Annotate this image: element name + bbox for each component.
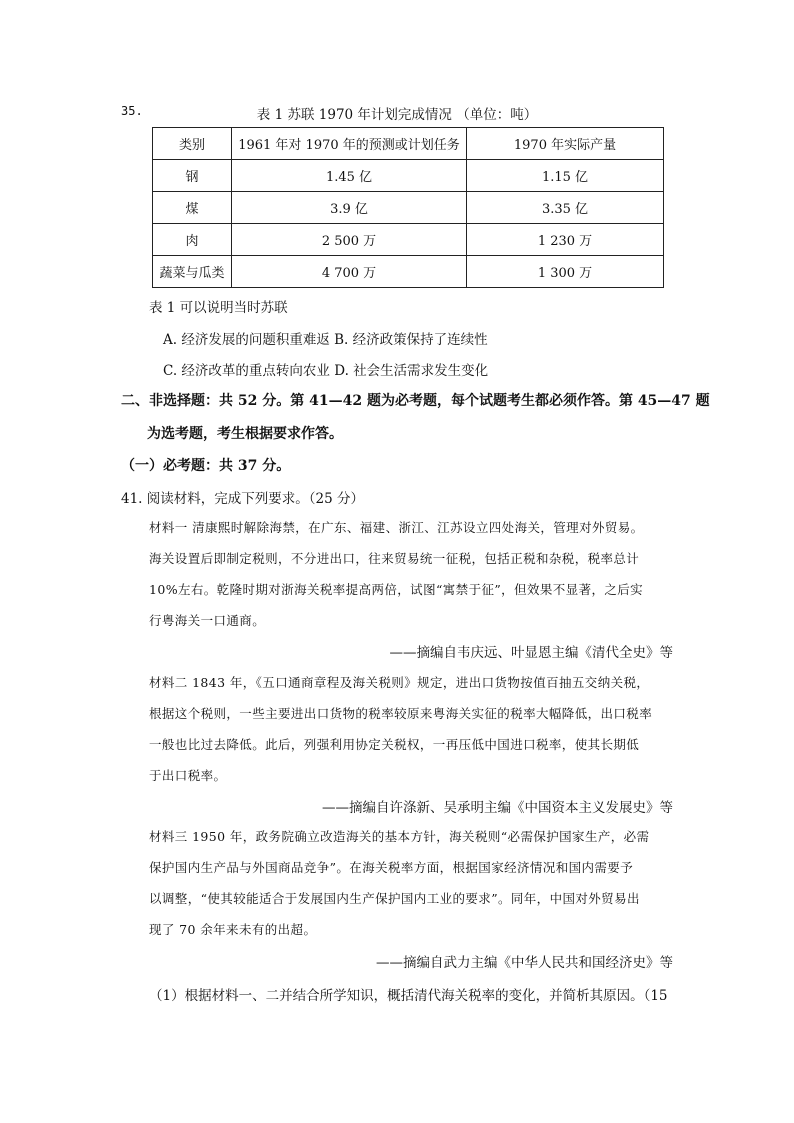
table-header-row xyxy=(153,128,664,160)
table-cell: 3.9 亿 xyxy=(232,192,467,224)
table-cell: 蔬菜与瓜类 xyxy=(153,256,232,288)
table-cell: 1 300 万 xyxy=(467,256,664,288)
table-row xyxy=(153,192,664,224)
section-heading-cont: 为选考题，考生根据要求作答。 xyxy=(147,426,343,442)
table-header-cell: 1970 年实际产量 xyxy=(467,128,664,160)
source-citation: ——摘编自许涤新、吴承明主编《中国资本主义发展史》等 xyxy=(322,800,673,816)
table-cell: 1.15 亿 xyxy=(467,160,664,192)
section-heading: 二、非选择题：共 52 分。第 41—42 题为必考题，每个试题考生都必须作答。第 45—47 题 xyxy=(121,393,710,409)
material-line: 材料二 1843 年，《五口通商章程及海关税则》规定，进出口货物按值百抽五交纳关税， xyxy=(149,675,650,690)
material-line: 材料一 清康熙时解除海禁，在广东、福建、浙江、江苏设立四处海关，管理对外贸易。 xyxy=(149,520,644,535)
table-title: 表 1 苏联 1970 年计划完成情况 （单位：吨） xyxy=(256,107,538,123)
table-cell: 3.35 亿 xyxy=(467,192,664,224)
table-cell: 肉 xyxy=(153,224,232,256)
material-line: 10%左右。乾隆时期对浙海关税率提高两倍，试图“寓禁于征”，但效果不显著，之后实 xyxy=(149,582,644,597)
material-line: 于出口税率。 xyxy=(149,768,227,783)
source-citation: ——摘编自武力主编《中华人民共和国经济史》等 xyxy=(376,955,673,971)
question-number-35: 35. xyxy=(121,104,143,118)
option-line-ab: A. 经济发展的问题积重难返 B. 经济政策保持了连续性 xyxy=(163,332,488,348)
material-line: 保护国内生产品与外国商品竞争”。在海关税率方面，根据国家经济情况和国内需要予 xyxy=(149,860,634,875)
material-line: 根据这个税则，一些主要进出口货物的税率较原来粤海关实征的税率大幅降低，出口税率 xyxy=(149,706,653,721)
table-cell: 钢 xyxy=(153,160,232,192)
material-line: 海关设置后即制定税则，不分进出口，往来贸易统一征税，包括正税和杂税，税率总计 xyxy=(149,551,640,566)
table-row xyxy=(153,256,664,288)
table-row xyxy=(153,160,664,192)
table-header-cell: 1961 年对 1970 年的预测或计划任务 xyxy=(232,128,467,160)
part-heading: （一）必考题：共 37 分。 xyxy=(121,458,291,474)
option-line-cd: C. 经济改革的重点转向农业 D. 社会生活需求发生变化 xyxy=(163,363,489,379)
table-row xyxy=(153,224,664,256)
material-line: 材料三 1950 年，政务院确立改造海关的基本方针，海关税则“必需保护国家生产，必需 xyxy=(149,829,650,844)
table-cell: 2 500 万 xyxy=(232,224,467,256)
question-41-intro: 41. 阅读材料，完成下列要求。（25 分） xyxy=(121,491,364,507)
table-cell: 1 230 万 xyxy=(467,224,664,256)
table-header-cell: 类别 xyxy=(153,128,232,160)
source-citation: ——摘编自韦庆远、叶显恩主编《清代全史》等 xyxy=(389,645,673,661)
sub-question-1: （1）根据材料一、二并结合所学知识，概括清代海关税率的变化，并简析其原因。（15 xyxy=(149,988,668,1004)
material-line: 行粤海关一口通商。 xyxy=(149,613,266,628)
material-line: 现了 70 余年来未有的出超。 xyxy=(149,922,317,937)
table-cell: 4 700 万 xyxy=(232,256,467,288)
question-stem: 表 1 可以说明当时苏联 xyxy=(149,300,288,316)
material-line: 以调整，“使其较能适合于发展国内生产保护国内工业的要求”。同年，中国对外贸易出 xyxy=(149,891,640,906)
table-cell: 煤 xyxy=(153,192,232,224)
soviet-plan-table xyxy=(152,127,664,288)
material-line: 一般也比过去降低。此后，列强利用协定关税权，一再压低中国进口税率，使其长期低 xyxy=(149,737,640,752)
table-cell: 1.45 亿 xyxy=(232,160,467,192)
